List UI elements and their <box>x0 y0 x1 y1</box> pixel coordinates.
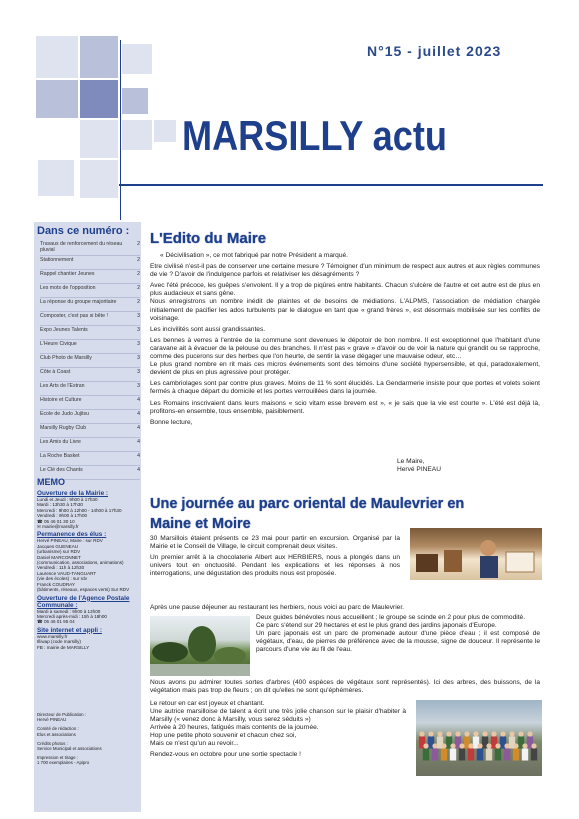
memo-block <box>37 488 141 650</box>
person-head <box>423 743 428 748</box>
toc-item-label: Les Amis du Livre <box>40 439 81 446</box>
article-garden-text <box>256 614 540 657</box>
website-title: Site internet et appli : <box>37 626 102 634</box>
person-head <box>527 731 532 736</box>
edito-paragraph: Avec l'été précoce, les guêpes s'envolent. Il y a trop de piqûres entre habitants. Chacun s'ulcère de l'autre et cet autre est de plus en plus audacieux et sans gêne. <box>150 282 540 298</box>
person-head <box>513 743 518 748</box>
toc-item-label: Les Arts de l'Estran <box>40 383 85 390</box>
edito-title: L'Edito du Maire <box>150 230 267 247</box>
toc-item-label: Expo Jeunes Talents <box>40 327 88 334</box>
toc-item-page: 3 <box>137 355 140 362</box>
permanence-line: (communication, associations, animations) Vendredi : 11h à 12h30 <box>37 560 124 571</box>
agence-hours-line: ☎ 05 46 01 95 04 <box>37 619 75 625</box>
chocolaterie-photo <box>410 528 542 580</box>
toc-item-label: Travaux de renforcement du réseau pluvial <box>40 241 123 254</box>
article-paragraph: Deux guides bénévoles nous accueillent ; le groupe se scinde en 2 pour plus de commodité. <box>256 614 526 621</box>
person-head <box>455 731 460 736</box>
toc-item-label: Ecole de Judo Jujitsu <box>40 411 90 418</box>
credits-line: Directeur de Publication : <box>37 712 87 717</box>
edito-body <box>150 252 540 430</box>
person-head <box>441 743 446 748</box>
article-outro <box>150 700 406 759</box>
toc-item-label: La Roche Basket <box>40 453 80 460</box>
toc-item <box>40 424 140 438</box>
person-body <box>423 749 429 761</box>
person-head <box>419 731 424 736</box>
edito-paragraph: Les incivilités sont aussi grandissantes. <box>150 325 266 333</box>
mairie-hours-line: Lundi et Jeudi : 9h00 à 17h30 <box>37 497 98 502</box>
article-paragraph: Ce parc s'étend sur 29 hectares et est le plus grand des jardins japonais d'Europe. <box>256 622 497 630</box>
credits-line: Hervé PINEAU <box>37 717 67 723</box>
person-head <box>531 743 536 748</box>
toc-item-page: 3 <box>137 327 140 334</box>
toc-item-label: L'Heure Civique <box>40 341 77 348</box>
signature-name: Hervé PINEAU <box>397 466 441 474</box>
toc-item-label: Les mots de l'opposition <box>40 285 96 292</box>
agence-title: Ouverture de l'Agence Postale Communale : <box>37 594 130 609</box>
person-body <box>513 749 519 761</box>
edito-paragraph: Les bennes à verres à l'entrée de la commune sont devenues le dépotoir de bon nombre. Il est exceptionnel que l'habitant d'une caravane ait à évacuer de la pelouse ou des branches. Il n'est pas « grave » d'avoir ou de voir la nature qui grandit ou se rapproche, comme des pucerons sur des herbes que l'on heurte, de sentir la vase dégager une mauvaise odeur, etc… <box>150 336 540 361</box>
person-head <box>437 731 442 736</box>
article-paragraph: Hop une petite photo souvenir et chacun chez soi, <box>150 732 297 740</box>
person-head <box>468 743 473 748</box>
article-title-line-2: Maine et Moire <box>150 516 251 532</box>
toc-item <box>40 256 140 270</box>
permanence-line: (urbanisme) sur RDV <box>37 549 81 555</box>
toc-item-label: Composter, c'est pas si bête ! <box>40 313 108 320</box>
person-body <box>522 749 528 761</box>
toc-item-page: 4 <box>137 411 140 418</box>
credits-line: 1 700 exemplaires - Apipro <box>37 760 90 766</box>
article-paragraph: Nous avons pu admirer toutes sortes d'arbres (400 espèces de végétaux sont représentés). Ici des arbres, des buissons, de la végétation mais pas trop de fleurs ; on dit qu'elles ne sont qu'éphémères. <box>150 679 540 695</box>
person-body <box>468 749 474 761</box>
toc-item <box>40 396 140 410</box>
person-head <box>518 731 523 736</box>
toc-item-page: 2 <box>137 257 140 264</box>
credits-line: Crédits photos : <box>37 740 68 746</box>
toc-title: Dans ce numéro : <box>37 225 130 237</box>
agence-hours <box>37 609 141 625</box>
person-body <box>486 749 492 761</box>
person-head <box>459 743 464 748</box>
group-photo <box>416 700 542 776</box>
person-body <box>495 749 501 761</box>
website-line: Illiwap (code marsilly) <box>37 639 81 645</box>
person-head <box>500 731 505 736</box>
permanence-list <box>37 538 141 592</box>
toc-item-label: Club Photo de Marsilly <box>40 355 92 362</box>
person-head <box>486 743 491 748</box>
edito-signature <box>397 458 517 474</box>
toc-item-label: Le Clé des Chants <box>40 467 83 474</box>
toc-item-label: Histoire et Culture <box>40 397 82 404</box>
permanence-line: (vie des écoles) : sur rdv <box>37 576 88 582</box>
permanence-line: (bâtiments, réseaux, espaces verts) Sur RDV <box>37 587 130 593</box>
toc-item-page: 2 <box>137 241 140 247</box>
edito-paragraph: Le plus grand nombre en rit mais ces micros événements sont des témoins d'une société hypersensible, et qui, paradoxalement, devient de plus en plus agressive pour protéger. <box>150 361 540 377</box>
toc-item-label: Côte à Coast <box>40 369 71 376</box>
toc-item <box>40 284 140 298</box>
toc-item <box>40 354 140 368</box>
article-paragraph: Un premier arrêt à la chocolaterie Albert aux HERBIERS, nous a plongés dans un univers tout en onctuosité. Pendant les explications et les réponses à nos interrogations, une dégustation des produits nous est proposée. <box>150 554 400 578</box>
toc-item-page: 3 <box>137 313 140 320</box>
toc-item <box>40 326 140 340</box>
person-body <box>504 749 510 761</box>
article-paragraph: Après une pause déjeuner au restaurant les herbiers, nous voici au parc de Maulevrier. <box>150 604 405 611</box>
edito-paragraph: « Décivilisation », ce mot fabriqué par notre Président a marqué. <box>160 252 349 259</box>
credits-line: Service Municipal et associations <box>37 746 102 752</box>
header-vertical-rule <box>120 40 121 220</box>
edito-paragraph: Les Romains inscrivaient dans leurs maisons « scio vitam esse brevem est », « je sais que la vie est courte ». L'été est déjà là, profitons-en ensemble, tous ensemble, paisiblement. <box>150 399 540 415</box>
newsletter-title: MARSILLY actu <box>182 112 447 159</box>
toc-item-page: 4 <box>137 425 140 432</box>
credits-line: Comité de rédaction : <box>37 726 79 732</box>
toc-item <box>40 312 140 326</box>
toc-item <box>40 298 140 312</box>
person-head <box>450 743 455 748</box>
article-paragraph: 30 Marsillois étaient présents ce 23 mai pour partir en excursion. Organisé par la Mairie et le Conseil de Village, le circuit comprenait deux visites. <box>150 535 400 551</box>
person-head <box>464 731 469 736</box>
article-intro <box>150 535 400 581</box>
permanence-title: Permanence des élus : <box>37 531 107 539</box>
toc-item-label: Rappel chantier Jeunes <box>40 271 95 278</box>
person-head <box>446 731 451 736</box>
person-head <box>432 743 437 748</box>
article-paragraph: Arrivée à 20 heures, fatigués mais contents de la journée. <box>150 724 319 732</box>
article-paragraph: Une autrice marsilloise de talent a écrit une très jolie chanson sur le plaisir d'habiter à Marsilly (« venez donc à Marsilly, vous serez séduits ») <box>150 708 406 724</box>
permanence-line: Jacques GUENEAU <box>37 543 79 549</box>
toc-item <box>40 410 140 424</box>
toc-item-page: 2 <box>137 299 140 306</box>
toc-item <box>40 438 140 452</box>
person-head <box>482 731 487 736</box>
garden-photo-art <box>150 616 250 676</box>
permanence-line: Laurence VAUD-TANGUART <box>37 570 97 576</box>
toc-item <box>40 382 140 396</box>
credits-line: Elus et associations <box>37 731 76 737</box>
person-head <box>473 731 478 736</box>
credits-block <box>37 712 141 766</box>
toc-item-page: 4 <box>137 439 140 446</box>
group-photo-art <box>416 700 542 776</box>
person-head <box>504 743 509 748</box>
signature-role: Le Maire, <box>397 458 425 465</box>
toc-item-page: 3 <box>137 383 140 390</box>
permanence-line: Daniel MARCONNET <box>37 554 81 560</box>
toc-item <box>40 340 140 354</box>
agence-hours-line: Mercredi après-midi : 15h à 18h00 <box>37 613 107 619</box>
toc-item-label: La réponse du groupe majoritaire <box>40 299 117 306</box>
toc-item-page: 4 <box>137 397 140 404</box>
header-horizontal-rule <box>119 184 543 186</box>
person-body <box>432 749 438 761</box>
table-of-contents <box>40 240 140 480</box>
person-head <box>509 731 514 736</box>
mairie-hours <box>37 497 141 529</box>
mairie-hours-line: Vendredi : 9h00 à 17h00 <box>37 513 88 519</box>
person-head <box>491 731 496 736</box>
mairie-hours-line: Mardi : 13h30 à 17h30 <box>37 502 83 508</box>
person-head <box>428 731 433 736</box>
toc-item <box>40 270 140 284</box>
toc-item-page: 4 <box>137 467 140 474</box>
person-body <box>459 749 465 761</box>
person-body <box>477 749 483 761</box>
edito-paragraph: Nous enregistrons un nombre inédit de plaintes et de besoins de médiations. L'ALPMS, l'association de médiation chargée initialement de pacifier les ados turbulents par le dialogue en tant que « grand frères », est désormais mobilisée sur les conflits de voisinage. <box>150 298 540 322</box>
memo-title: MEMO <box>37 477 65 487</box>
japanese-garden-photo <box>150 616 250 676</box>
toc-item <box>40 240 140 256</box>
mairie-hours-line: ✉ mairie@marsilly.fr <box>37 524 79 530</box>
website-links <box>37 634 141 650</box>
permanence-line: Franck COUDRAY <box>37 581 75 587</box>
mairie-hours-line: ☎ 05 46 01 30 10 <box>37 518 75 524</box>
toc-item <box>40 452 140 466</box>
toc-item-page: 2 <box>137 271 140 278</box>
toc-item-page: 3 <box>137 341 140 348</box>
person-head <box>477 743 482 748</box>
chocolaterie-photo-art <box>410 528 542 580</box>
issue-number: N°15 - juillet 2023 <box>367 43 502 59</box>
edito-paragraph: Bonne lecture, <box>150 418 193 426</box>
toc-item-page: 2 <box>137 285 140 292</box>
edito-paragraph: Etre civilisé n'est-il pas de conserver une certaine mesure ? Témoigner d'un minimum de respect aux autres et aux règles communes de vie ? D'avoir de l'indulgence parfois et relativiser les désagréments ? <box>150 263 540 279</box>
toc-item-label: Stationnement <box>40 257 74 264</box>
person-body <box>441 749 447 761</box>
website-line: www.marsilly.fr <box>37 633 68 639</box>
agence-hours-line: Mardi à samedi : 9h00 à 12h00 <box>37 608 101 614</box>
toc-item-label: Marsilly Rugby Club <box>40 425 87 432</box>
credits-line: Impression et tirage : <box>37 755 78 761</box>
article-paragraph: Rendez-vous en octobre pour une sortie spectacle ! <box>150 750 302 758</box>
article-paragraph: Le retour en car est joyeux et chantant. <box>150 700 265 707</box>
person-body <box>450 749 456 761</box>
article-paragraph: Un parc japonais est un parc de promenade autour d'une pièce d'eau ; il est composé de végétaux, d'eau, de pierres de préférence avec de la mousse, signe de douceur. Il représente le parcours d'une vie au fil de l'eau. <box>256 630 540 654</box>
edito-paragraph: Les cambriolages sont par contre plus graves. Moins de 11 % sont élucidés. La Gendarmerie insiste pour que portes et volets soient fermés à chaque départ du domicile et les portes verrouillées dans la journée. <box>150 380 540 396</box>
person-body <box>531 749 537 761</box>
article-paragraph: Mais ce n'est qu'un au revoir... <box>150 740 239 748</box>
toc-item-page: 4 <box>137 453 140 460</box>
permanence-line: Hervé PINEAU, Maire : sur RDV <box>37 538 103 544</box>
article-title-line-1: Une journée au parc oriental de Maulevrier en <box>150 496 465 512</box>
toc-item <box>40 368 140 382</box>
toc-item-page: 3 <box>137 369 140 376</box>
mairie-hours-line: Mercredi : 9h00 à 12h00 - 14h00 à 17h30 <box>37 507 122 513</box>
person-head <box>495 743 500 748</box>
website-line: FB : mairie de MARSILLY <box>37 644 90 650</box>
person-head <box>522 743 527 748</box>
mairie-hours-title: Ouverture de la Mairie : <box>37 490 109 497</box>
